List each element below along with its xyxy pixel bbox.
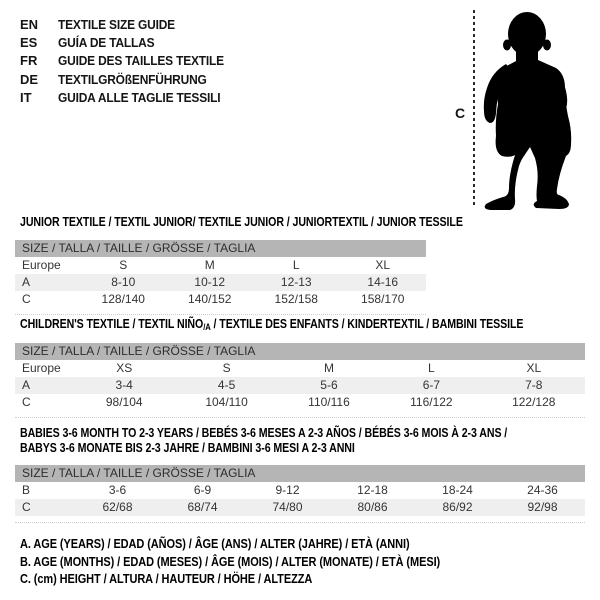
value-cell: 3-6 <box>108 483 127 497</box>
table-divider <box>15 417 585 418</box>
value-cell: 3-4 <box>73 377 175 394</box>
value-cell: 140/152 <box>188 292 232 306</box>
language-label: TEXTILE SIZE GUIDE <box>58 16 175 32</box>
table-title-line <box>20 215 463 230</box>
language-row <box>20 15 238 33</box>
size-table <box>15 343 585 411</box>
table-divider <box>15 314 426 315</box>
table-row <box>15 360 585 377</box>
row-label-cell: A <box>15 274 80 291</box>
value-cell: 10-12 <box>167 274 254 291</box>
row-label-cell: B <box>22 483 31 497</box>
table-row <box>15 499 585 516</box>
value-cell: 7-8 <box>483 377 585 394</box>
value-cell: L <box>292 258 300 272</box>
value-cell: 5-6 <box>278 377 380 394</box>
language-label: TEXTILGRÖßENFÜHRUNG <box>58 71 207 87</box>
table-row <box>15 394 585 411</box>
table-row <box>15 291 426 308</box>
size-header-row <box>15 465 585 482</box>
language-code: ES <box>20 35 38 51</box>
table-row <box>15 482 585 499</box>
height-measure-dotted-line <box>473 10 475 207</box>
language-label: GUIDA ALLE TAGLIE TESSILI <box>58 90 221 106</box>
size-table <box>15 465 585 516</box>
silhouette-head <box>508 12 546 56</box>
language-code: EN <box>20 16 39 32</box>
table-title-segment: BABIES 3-6 MONTH TO 2-3 YEARS / BEBÉS 3-6 MESES A 2-3 AÑOS / BÉBÉS 3-6 MOIS À 2-3 ANS / <box>20 426 508 440</box>
value-cell: 98/104 <box>105 395 143 409</box>
table-title-segment: JUNIOR TEXTILE / TEXTIL JUNIOR/ TEXTILE JUNIOR / JUNIORTEXTIL / JUNIOR TESSILE <box>20 215 463 229</box>
legend-line: C. (cm) HEIGHT / ALTURA / HAUTEUR / HÖHE / ALTEZZA <box>20 572 313 586</box>
measure-legend <box>20 536 440 589</box>
table-row <box>15 257 426 274</box>
value-cell: 68/74 <box>160 499 245 516</box>
table-row <box>15 274 426 291</box>
value-cell: 116/122 <box>410 395 453 409</box>
value-cell: 80/86 <box>330 499 415 516</box>
value-cell: 74/80 <box>245 499 330 516</box>
table-title-segment: BABYS 3-6 MONATE BIS 2-3 JAHRE / BAMBINI 3-6 MESI A 2-3 ANNI <box>20 441 355 455</box>
row-label-cell: C <box>22 292 31 306</box>
language-label: GUIDE DES TAILLES TEXTILE <box>58 53 224 69</box>
table-title-line <box>20 317 523 335</box>
table-title <box>20 317 523 335</box>
table-title-segment: / TEXTILE DES ENFANTS / KINDERTEXTIL / BAMBINI TESSILE <box>210 317 524 331</box>
silhouette-ear-left <box>503 40 511 51</box>
table-title-line <box>20 441 507 456</box>
language-row <box>20 70 238 88</box>
size-header-row <box>15 240 426 257</box>
value-cell: 104/110 <box>205 395 248 409</box>
value-cell: S <box>119 258 128 272</box>
row-label-cell: C <box>15 499 75 516</box>
language-code: DE <box>20 71 39 87</box>
value-cell: 8-10 <box>80 274 167 291</box>
language-row <box>20 52 238 70</box>
language-title-list <box>20 15 238 107</box>
row-label-cell: Europe <box>22 361 61 375</box>
size-header-row <box>15 343 585 360</box>
table-row <box>15 377 585 394</box>
language-row <box>20 33 238 51</box>
value-cell: 18-24 <box>442 483 473 497</box>
table-title <box>20 215 463 230</box>
value-cell: 6-7 <box>380 377 482 394</box>
table-title-segment: /A <box>203 322 211 332</box>
value-cell: S <box>222 361 231 375</box>
value-cell: 158/170 <box>361 292 405 306</box>
row-label-cell: C <box>22 395 31 409</box>
row-label-cell: A <box>15 377 73 394</box>
value-cell: 122/128 <box>512 395 556 409</box>
value-cell: 152/158 <box>274 292 318 306</box>
size-header-cell: SIZE / TALLA / TAILLE / GRÖSSE / TAGLIA <box>15 240 426 257</box>
table-title-segment: CHILDREN'S TEXTILE / TEXTIL NIÑO <box>20 317 204 331</box>
value-cell: 6-9 <box>193 483 212 497</box>
language-code: FR <box>20 53 38 69</box>
language-code: IT <box>20 90 32 106</box>
value-cell: 4-5 <box>175 377 277 394</box>
value-cell: 12-13 <box>253 274 340 291</box>
value-cell: 86/92 <box>415 499 500 516</box>
language-label: GUÍA DE TALLAS <box>58 35 155 51</box>
value-cell: XL <box>526 361 542 375</box>
value-cell: 128/140 <box>101 292 145 306</box>
legend-line: B. AGE (MONTHS) / EDAD (MESES) / ÂGE (MOIS) / ALTER (MONATE) / ETÀ (MESI) <box>20 554 441 569</box>
table-divider <box>15 522 585 523</box>
table-title-line <box>20 426 507 441</box>
value-cell: 12-18 <box>357 483 388 497</box>
value-cell: 9-12 <box>275 483 300 497</box>
value-cell: 24-36 <box>527 483 558 497</box>
silhouette-ear-right <box>543 40 551 51</box>
row-label-cell: Europe <box>22 258 61 272</box>
value-cell: M <box>204 258 215 272</box>
table-title <box>20 426 507 456</box>
value-cell: L <box>428 361 435 375</box>
value-cell: 92/98 <box>500 499 585 516</box>
value-cell: M <box>323 361 334 375</box>
size-table <box>15 240 426 308</box>
value-cell: 110/116 <box>308 395 350 409</box>
size-header-cell: SIZE / TALLA / TAILLE / GRÖSSE / TAGLIA <box>15 343 585 360</box>
value-cell: XL <box>375 258 391 272</box>
value-cell: 62/68 <box>75 499 160 516</box>
legend-line: A. AGE (YEARS) / EDAD (AÑOS) / ÂGE (ANS) / ALTER (JAHRE) / ETÀ (ANNI) <box>20 537 410 551</box>
value-cell: XS <box>116 361 133 375</box>
size-header-cell: SIZE / TALLA / TAILLE / GRÖSSE / TAGLIA <box>15 465 585 482</box>
height-measure-label: C <box>455 105 466 121</box>
value-cell: 14-16 <box>340 274 427 291</box>
language-row <box>20 89 238 107</box>
toddler-silhouette <box>482 8 574 214</box>
